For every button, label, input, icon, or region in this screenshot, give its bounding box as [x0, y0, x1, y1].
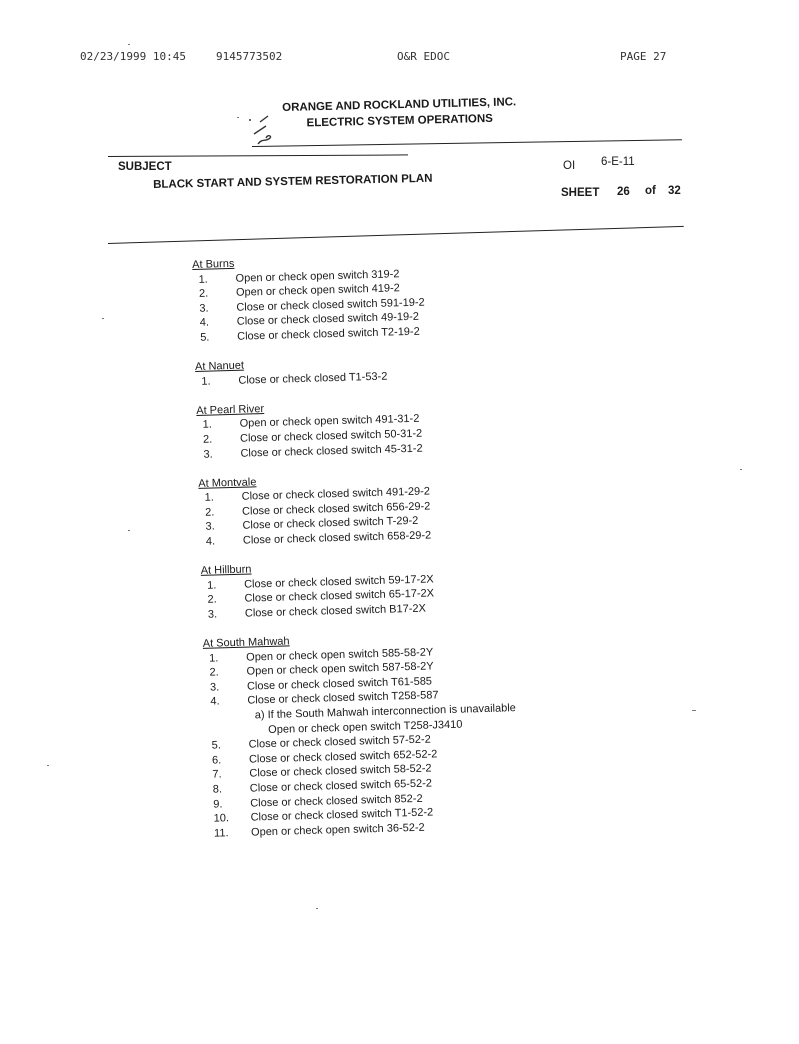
sheet-of: of	[645, 185, 656, 197]
oi-value: 6-E-11	[601, 156, 635, 168]
sheet-total: 32	[668, 185, 681, 197]
step-text: Close or check closed switch 591-19-2	[236, 296, 425, 314]
company-name: ORANGE AND ROCKLAND UTILITIES, INC.	[282, 96, 517, 114]
step-section	[201, 554, 562, 622]
step-number: 4.	[205, 535, 216, 548]
step-number: 1.	[209, 651, 219, 665]
step-number: 1.	[198, 273, 208, 286]
step-text: Open or check open switch 585-58-2Y	[246, 645, 434, 664]
section-title: At South Mahwah	[202, 635, 290, 650]
step-text: Close or check closed switch T1-52-2	[250, 806, 434, 824]
section-title: At Montvale	[198, 475, 257, 490]
section-title: At Hillburn	[200, 563, 252, 577]
step-number: 6.	[211, 754, 222, 767]
step-text: Close or check closed switch 65-17-2X	[244, 587, 435, 605]
step-text: Close or check closed switch T2-19-2	[237, 325, 420, 343]
step-number: 1.	[206, 579, 217, 592]
fax-sender: O&R EDOC	[397, 50, 450, 63]
step-number: 11.	[213, 826, 229, 840]
fax-datetime: 02/23/1999 10:45	[80, 50, 186, 63]
step-number: 7.	[212, 768, 222, 781]
step-text: Open or check open switch 419-2	[235, 282, 400, 299]
step-section	[196, 394, 557, 462]
step-section	[192, 248, 554, 346]
step-text: Close or check closed switch 57-52-2	[248, 733, 431, 751]
step-section	[203, 627, 569, 841]
step-text: Close or check closed switch 65-52-2	[249, 777, 433, 795]
step-number: 10.	[213, 812, 230, 825]
step-number: 2.	[202, 433, 213, 446]
step-number: 8.	[212, 783, 223, 796]
step-number: 3.	[207, 608, 218, 621]
step-number: 1.	[204, 491, 215, 504]
scan-speck	[102, 318, 104, 319]
step-number: 5.	[211, 739, 221, 752]
scan-speck	[692, 710, 696, 711]
step-number: 3.	[209, 681, 220, 694]
header-rule-mid	[108, 154, 408, 157]
step-text: Close or check closed switch 491-29-2	[241, 485, 431, 503]
step-text: Close or check closed T1-53-2	[238, 370, 388, 387]
step-text: Close or check closed switch T61-585	[246, 675, 433, 693]
step-text: Close or check closed switch 49-19-2	[236, 311, 420, 329]
step-text: Close or check closed switch 656-29-2	[241, 500, 431, 518]
fax-header	[80, 50, 675, 66]
step-number: 3.	[199, 302, 209, 315]
step-text: Close or check closed switch T-29-2	[242, 515, 419, 533]
step-number: 3.	[205, 520, 215, 534]
step-number: 4.	[199, 316, 210, 330]
header-rule-bottom	[108, 226, 684, 244]
scan-speck	[316, 908, 318, 909]
step-number: 4.	[210, 695, 220, 709]
oi-label: OI	[563, 160, 576, 172]
step-number: 1.	[202, 418, 213, 432]
subject-title: BLACK START AND SYSTEM RESTORATION PLAN	[153, 172, 433, 191]
step-text: Close or check closed switch 50-31-2	[239, 427, 423, 445]
department-name: ELECTRIC SYSTEM OPERATIONS	[306, 112, 494, 130]
step-text: Open or check open switch 36-52-2	[250, 821, 425, 839]
step-number: 1.	[201, 375, 211, 388]
section-title: At Pearl River	[196, 402, 265, 417]
scan-speck	[128, 530, 130, 531]
scan-speck	[47, 765, 49, 766]
step-text: Close or check closed switch 652-52-2	[248, 748, 438, 766]
step-number: 2.	[209, 666, 219, 679]
step-text: Open or check open switch T258-J3410	[268, 718, 463, 736]
step-section	[195, 350, 556, 389]
step-section	[198, 466, 560, 549]
section-title: At Nanuet	[194, 359, 245, 374]
step-number: 2.	[204, 506, 215, 519]
subject-label: SUBJECT	[118, 161, 172, 173]
step-number: 9.	[213, 797, 223, 811]
scan-speck	[740, 469, 742, 470]
step-number: 2.	[207, 593, 217, 606]
step-text: Close or check closed switch 658-29-2	[242, 529, 432, 547]
sheet-label: SHEET	[561, 187, 600, 199]
step-text: Close or check closed switch T258-587	[247, 689, 439, 707]
step-text: Close or check closed switch 852-2	[250, 792, 423, 810]
section-title: At Burns	[192, 257, 235, 271]
step-text: Close or check closed switch 58-52-2	[249, 762, 432, 780]
fax-number: 9145773502	[216, 50, 283, 63]
step-text: Close or check closed switch 59-17-2X	[243, 573, 434, 591]
step-number: 2.	[198, 287, 209, 301]
restoration-steps	[192, 248, 569, 856]
step-number: 5.	[200, 331, 210, 344]
logo-mark-icon	[246, 112, 286, 150]
step-text: Open or check open switch 491-31-2	[239, 413, 420, 431]
step-text: Open or check open switch 319-2	[235, 267, 400, 285]
fax-page-label: PAGE 27	[620, 50, 667, 63]
step-text: Close or check closed switch B17-2X	[244, 602, 427, 620]
step-text: Close or check closed switch 45-31-2	[240, 442, 423, 460]
letterhead	[282, 94, 523, 132]
header-rule-top	[252, 139, 682, 147]
scan-speck	[128, 44, 130, 45]
step-text: a) If the South Mahwah interconnection is unavailable	[254, 702, 516, 722]
step-text: Open or check open switch 587-58-2Y	[246, 660, 434, 678]
step-number: 3.	[203, 448, 213, 461]
sheet-number: 26	[617, 186, 630, 198]
scan-speck	[237, 117, 239, 118]
